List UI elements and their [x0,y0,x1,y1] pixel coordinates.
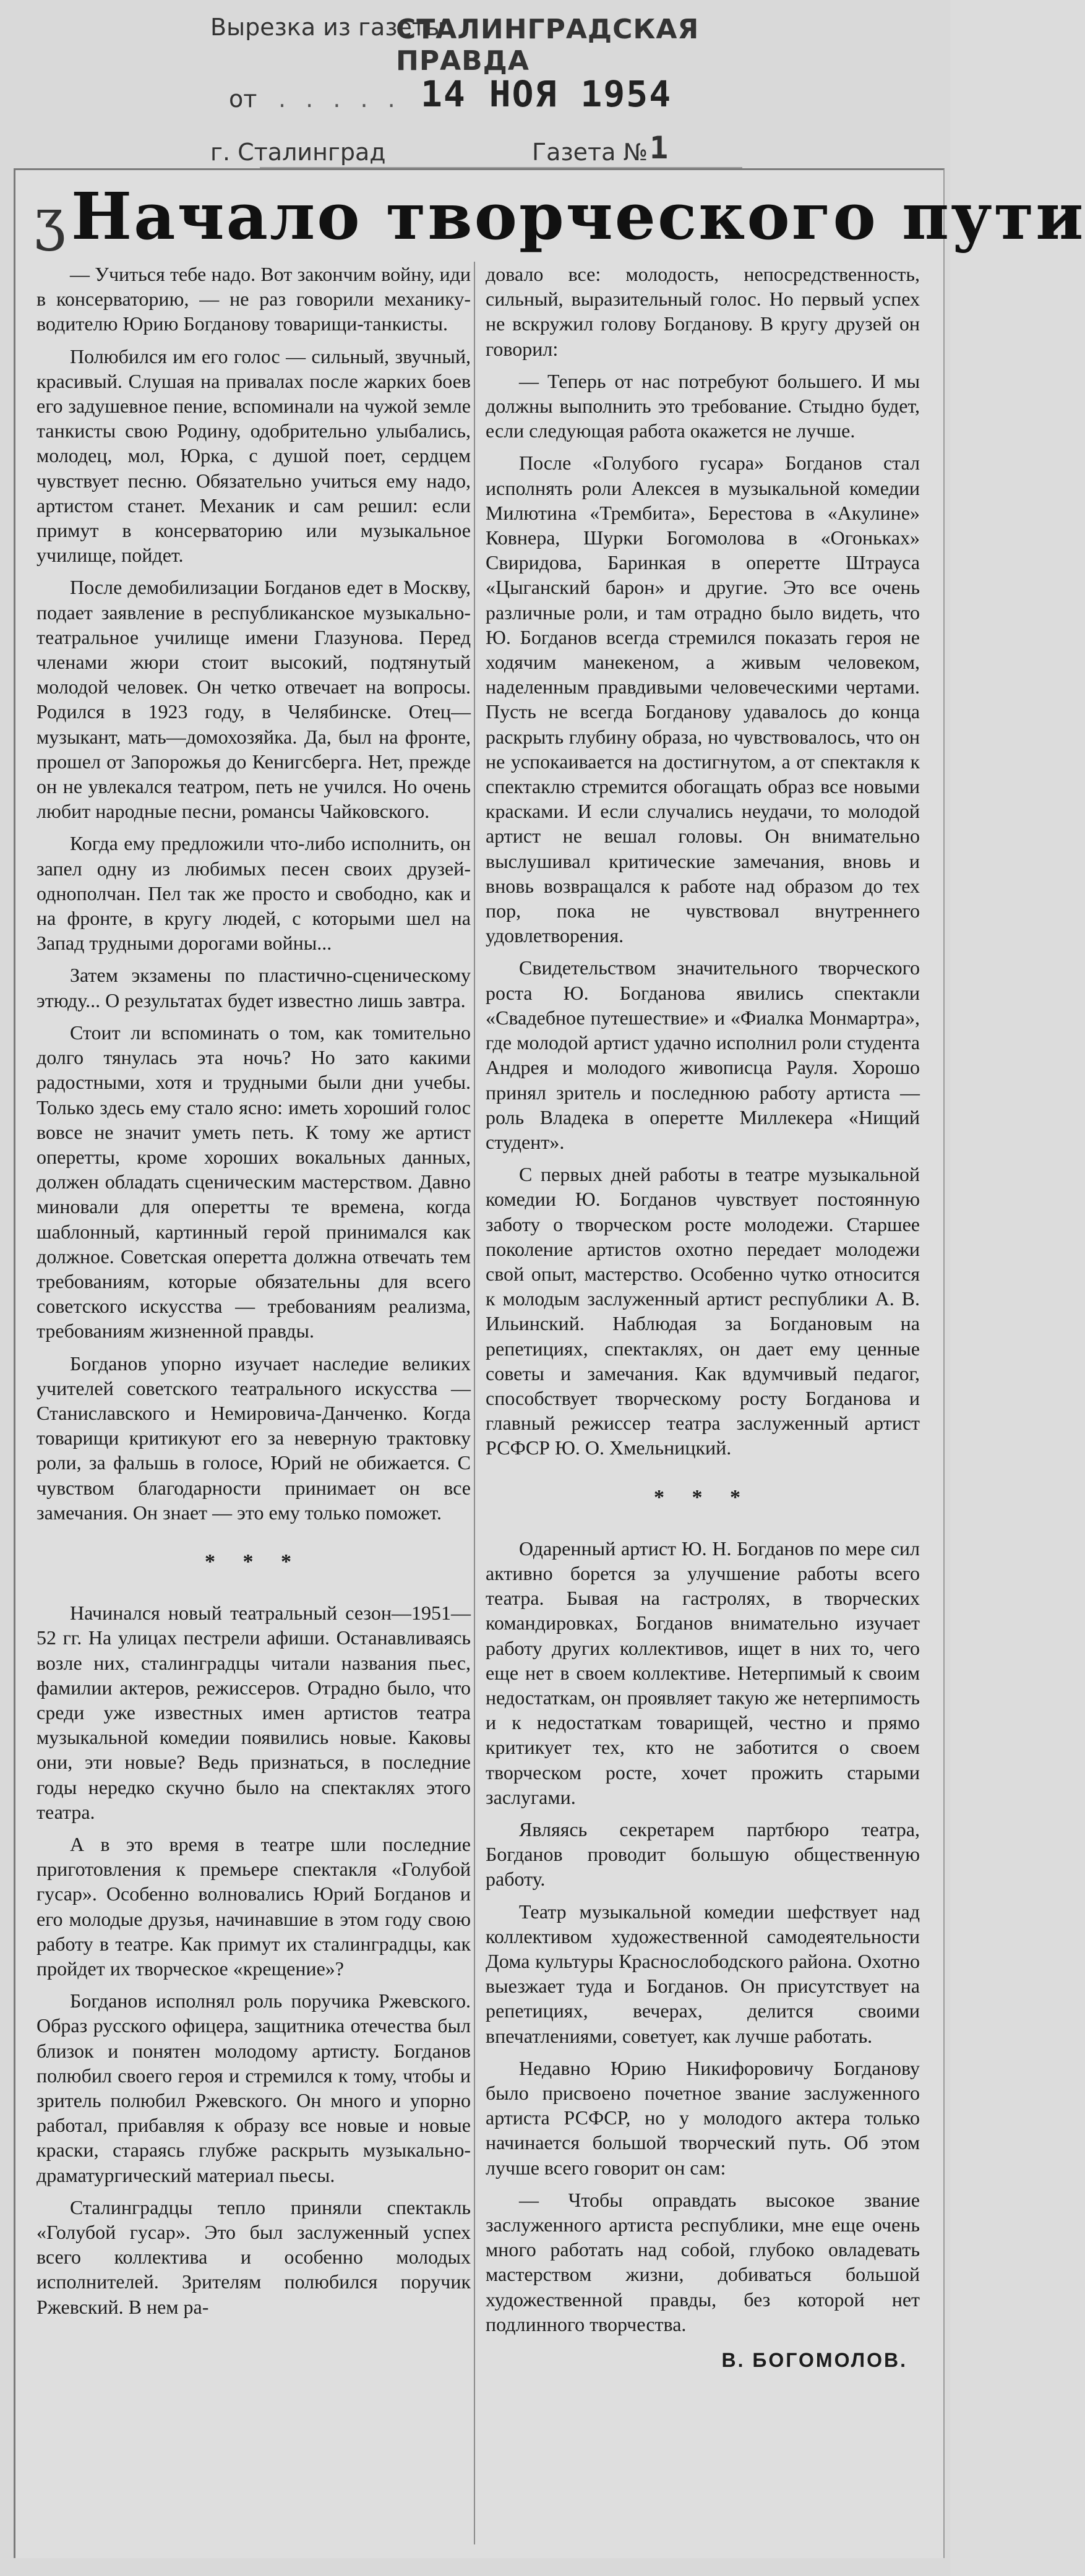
section-mark: ʒ [34,187,67,252]
clipping-label: Вырезка из газеты [210,14,445,41]
article [14,168,1085,2558]
author-signature: В. БОГОМОЛОВ. [721,2349,907,2372]
paragraph: После «Голубого гусара» Богданов стал исполнять роли Алексея в музыкальной комедии Милютина «Трембита», Берестова в «Акулине» Ковнера, Шурки Богомолова в «Огоньках» Свиридова, Баринкая в оперетте Штрауса «Цыганский барон» и другие. Это все очень различные роли, и там отрадно было видеть, что Ю. Богданов всегда стремился показать героя не ходячим манекеном, а живым человеком, наделенным правдивыми человеческими чертами. Пусть не всегда Богданову удавалось до конца раскрыть глубину образа, но чувствовалось, что он не успокаивается на достигнутом, а от спектакля к спектаклю стремится обогащать образ все новыми красками. И если случались неудачи, то молодой артист не вешал головы. Он внимательно выслушивал критические замечания, вновь и вновь возвращался к работе над образом до тех пор, пока не чувствовал внутреннего удовлетворения. [486,452,920,947]
paragraph: — Чтобы оправдать высокое звание заслуженного артиста республики, мне еще очень много работать над собой, глубоко овладевать мастерством жизни, добиваться большой художественной правды, без которой нет подлинного творчества. [486,2188,920,2335]
section-separator: * * * [654,1485,752,1509]
paragraph: Затем экзамены по пластично-сценическому этюду... О результатах будет известно лишь завтра. [36,964,471,1011]
paragraph: Когда ему предложили что-либо исполнить, он запел одну из любимых песен своих друзей-однополчан. Пел так же просто и свободно, как и на фронте, в кругу людей, с которыми шел на Запад трудными дорогами войны... [36,832,471,955]
from-label: от [229,85,257,113]
left-column [36,262,471,2544]
date-stamp: 14 НОЯ 1954 [421,73,672,115]
city-label: г. Сталинград [210,139,386,166]
paragraph: Свидетельством значительного творческого роста Ю. Богданова явились спектакли «Свадебное путешествие» и «Фиалка Монмартра», где молодой артист удачно исполнил роли студента Андрея и молодого живописца Рауля. Хорошо принял зритель и последнюю работу артиста — роль Владека в оперетте Миллекера «Нищий студент». [486,956,920,1153]
article-title-text: Начало творческого пути [71,178,1085,254]
paragraph: Богданов упорно изучает наследие великих учителей советского театрального искусства — Станиславского и Немировича-Данченко. Когда товарищи критикуют его за неверную трактовку роли, за фальшь в голосе, Юрий не обижается. С чувством благодарности принимает он все замечания. Он знает — это ему только поможет. [36,1352,471,1524]
paragraph: — Теперь от нас потребуют большего. И мы должны выполнить это требование. Стыдно будет, если следующая работа окажется не лучше. [486,369,920,442]
paragraph: Являясь секретарем партбюро театра, Богданов проводит большую общественную работу. [486,1818,920,1891]
section-separator: * * * [205,1550,302,1573]
paragraph: Сталинградцы тепло приняли спектакль «Голубой гусар». Это был заслуженный успех всего коллектива и особенно молодых исполнителей. Зрителям полюбился поручик Ржевский. В нем ра- [36,2196,471,2318]
paragraph: довало все: молодость, непосредственность, сильный, выразительный голос. Но первый успех не вскружил голову Богданову. В кругу друзей он говорил: [486,263,920,360]
paragraph: Стоит ли вспоминать о том, как томительно долго тянулась эта ночь? Но зато какими радостными, хотя и трудными были дни учебы. Только здесь ему стало ясно: иметь хороший голос вовсе не значит уметь петь. К тому же артист оперетты, кроме хороших вокальных данных, должен обладать сценическим мастерством. Давно миновали для оперетты те времена, когда шаблонный, картинный герой принимался как должное. Советская оперетта должна отвечать тем требованиям, которые обязательны для всего советского искусства — требованиям реализма, требованиям жизненной правды. [36,1021,471,1342]
column-divider [474,262,475,2544]
right-column [486,262,920,2544]
newspaper-name: СТАЛИНГРАДСКАЯ ПРАВДА [396,14,700,77]
paragraph: Богданов исполнял роль поручика Ржевского. Образ русского офицера, защитника отечества был близок и понятен молодому артисту. Богданов полюбил своего героя и стремился к тому, чтобы и зритель полюбил Ржевского. Он много и упорно работал, прибавляя к образу все новые и новые краски, стараясь глубже раскрыть музыкально-драматургический материал пьесы. [36,1990,471,2186]
article-title [34,176,1085,257]
paragraph: После демобилизации Богданов едет в Москву, подает заявление в республиканское музыкально-театральное училище имени Глазунова. Перед членами жюри стоит высокий, подтянутый молодой человек. Он четко отвечает на вопросы. Родился в 1923 году, в Челябинске. Отец—музыкант, мать—домохозяйка. Да, был на фронте, прошел от Запорожья до Кенигсберга. Нет, прежде он не увлекался театром, петь не учился. Но очень любит народные песни, романсы Чайковского. [36,576,471,823]
paragraph: Театр музыкальной комедии шефствует над коллективом художественной самодеятельности Дома культуры Краснослободского района. Охотно выезжает туда и Богданов. Он присутствует на репетициях, вечерах, делится своими впечатлениями, советует, как лучше работать. [486,1900,920,2047]
paragraph: А в это время в театре шли последние приготовления к премьере спектакля «Голубой гусар». Особенно волновались Юрий Богданов и его молодые друзья, начинавшие в этом году свою работу в театре. Как примут их сталинградцы, как пройдет их творческое «крещение»? [36,1832,471,1980]
clipping-label-slip [161,0,779,167]
gazeta-label: Газета № [532,139,648,166]
paragraph: Начинался новый театральный сезон—1951—52 гг. На улицах пестрели афиши. Останавливаясь возле них, сталинградцы читали названия пьес, фамилии актеров, режиссеров. Отрадно было, что среди уже известных имен артистов театра музыкальной комедии появились новые. Каковы они, эти новые? Ведь признаться, в последние годы нередко скучно было на спектаклях этого театра. [36,1602,471,1823]
paragraph: — Учиться тебе надо. Вот закончим войну, иди в консерваторию, — не раз говорили механику-водителю Юрию Богданову товарищи-танкисты. [36,263,471,335]
paragraph: Одаренный артист Ю. Н. Богданов по мере сил активно борется за улучшение работы всего театра. Бывая на гастролях, в творческих командировках, Богданов внимательно изучает работу других коллективов, ищет в них то, чего еще нет в своем коллективе. Нетерпимый к своим недостаткам, он проявляет такую же нетерпимость и к недостаткам товарищей, честно и прямо критикует тех, кто не заботится о своем творческом росте, хочет прожить старыми заслугами. [486,1537,920,1808]
paragraph: С первых дней работы в театре музыкальной комедии Ю. Богданов чувствует постоянную заботу о творческом росте молодежи. Старшее поколение артистов охотно передает молодежи свой опыт, мастерство. Особенно чутко относится к молодым заслуженный артист республики А. В. Ильинский. Наблюдая за Богдановым на репетициях, спектаклях, он дает ему ценные советы и замечания. Как вдумчивый педагог, способствует творческому росту Богданова и главный режиссер театра заслуженный артист РСФСР Ю. О. Хмельницкий. [486,1163,920,1459]
date-dots: . . . . . [278,85,401,113]
issue-number: 1 [650,130,669,166]
paragraph: Недавно Юрию Никифоровичу Богданову было присвоено почетное звание заслуженного артиста РСФСР, но у молодого актера только начинается большой творческий путь. Об этом лучше всего говорит он сам: [486,2056,920,2179]
paragraph: Полюбился им его голос — сильный, звучный, красивый. Слушая на привалах после жарких боев его задушевное пение, вспоминали на чужой земле танкисты свою Родину, одобрительно улыбались, молодец, мол, Юрка, с душой поет, сердцем чувствует песню. Обязательно учиться ему надо, артистом станет. Механик и сам решил: если примут в консерваторию или музыкальное училище, пойдет. [36,345,471,567]
